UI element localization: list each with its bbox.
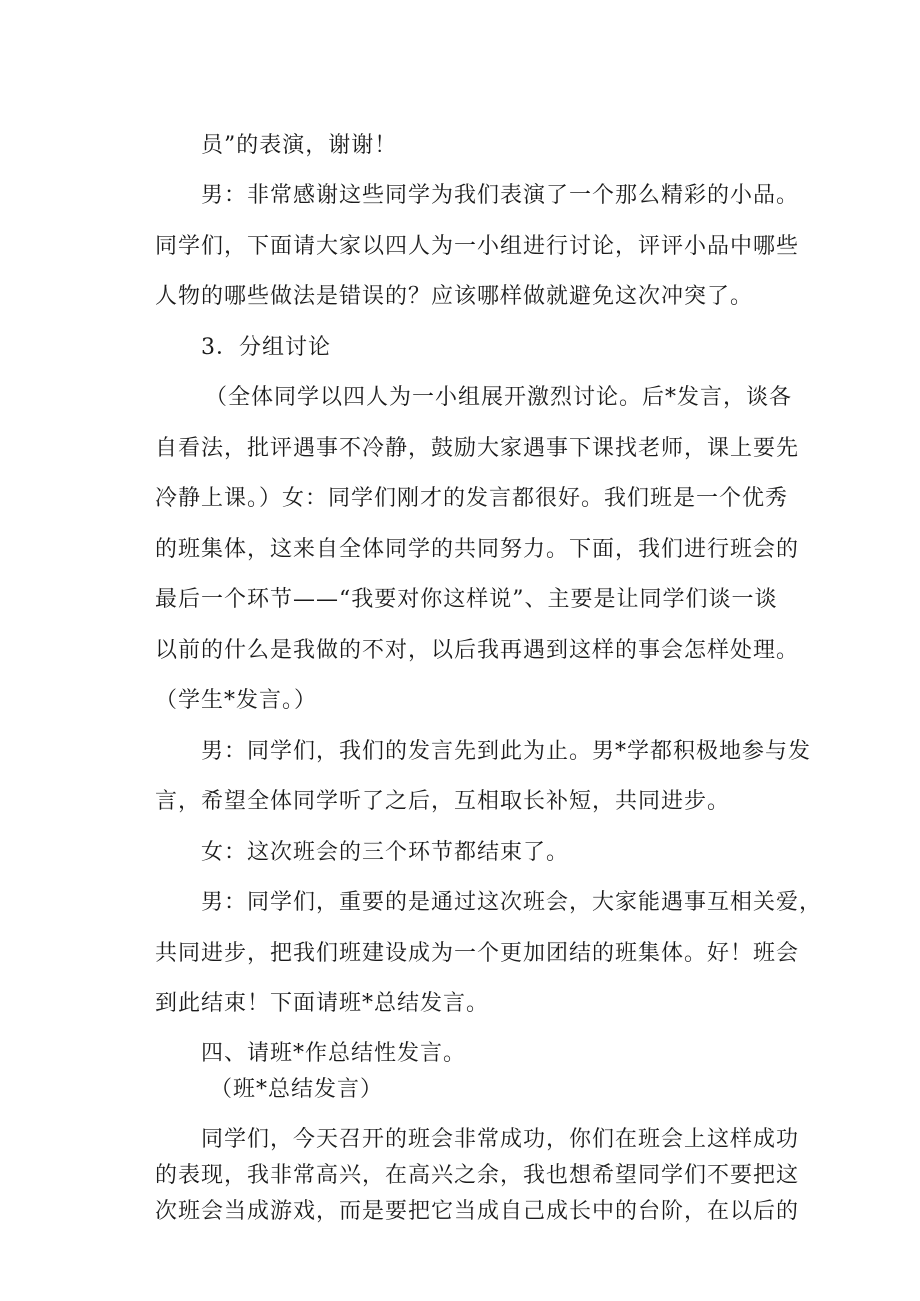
text-line: 言，希望全体同学听了之后，互相取长补短，共同进步。 [155,789,731,814]
text-line: （班*总结发言） [210,1077,384,1102]
text-line: 男：同学们，重要的是通过这次班会，大家能遇事互相关爱， [201,890,823,915]
text-line: 男：同学们，我们的发言先到此为止。男*学都积极地参与发 [201,739,812,764]
text-line: 男：非常感谢这些同学为我们表演了一个那么精彩的小品。 [201,183,800,208]
text-line: 以前的什么是我做的不对，以后我再遇到这样的事会怎样处理。 [155,638,800,663]
text-line: 同学们，下面请大家以四人为一小组进行讨论，评评小品中哪些 [155,234,800,259]
text-line: 到此结束！下面请班*总结发言。 [155,991,490,1016]
text-line: 共同进步，把我们班建设成为一个更加团结的班集体。好！班会 [155,941,800,966]
section-heading: 四、请班*作总结性发言。 [201,1041,467,1066]
text-line: 最后一个环节——“我要对你这样说”、主要是让同学们谈一谈 [155,587,778,612]
text-line: 冷静上课。）女：同学们刚才的发言都很好。我们班是一个优秀 [155,486,789,511]
text-line: 次班会当成游戏，而是要把它当成自己成长中的台阶，在以后的 [155,1199,800,1224]
text-line: 的表现，我非常高兴，在高兴之余，我也想希望同学们不要把这 [155,1163,800,1188]
text-line: （全体同学以四人为一小组展开激烈讨论。后*发言，谈各 [205,385,793,410]
text-line: 的班集体，这来自全体同学的共同努力。下面，我们进行班会的 [155,537,800,562]
text-line: 自看法，批评遇事不冷静，鼓励大家遇事下课找老师，课上要先 [155,436,800,461]
text-line: 同学们，今天召开的班会非常成功，你们在班会上这样成功 [201,1127,800,1152]
text-line: 人物的哪些做法是错误的？应该哪样做就避免这次冲突了。 [155,284,754,309]
text-line: （学生*发言。） [155,688,318,713]
text-line: 女：这次班会的三个环节都结束了。 [201,840,570,865]
text-line: 员”的表演，谢谢！ [201,133,398,158]
section-heading: 3．分组讨论 [201,335,331,360]
